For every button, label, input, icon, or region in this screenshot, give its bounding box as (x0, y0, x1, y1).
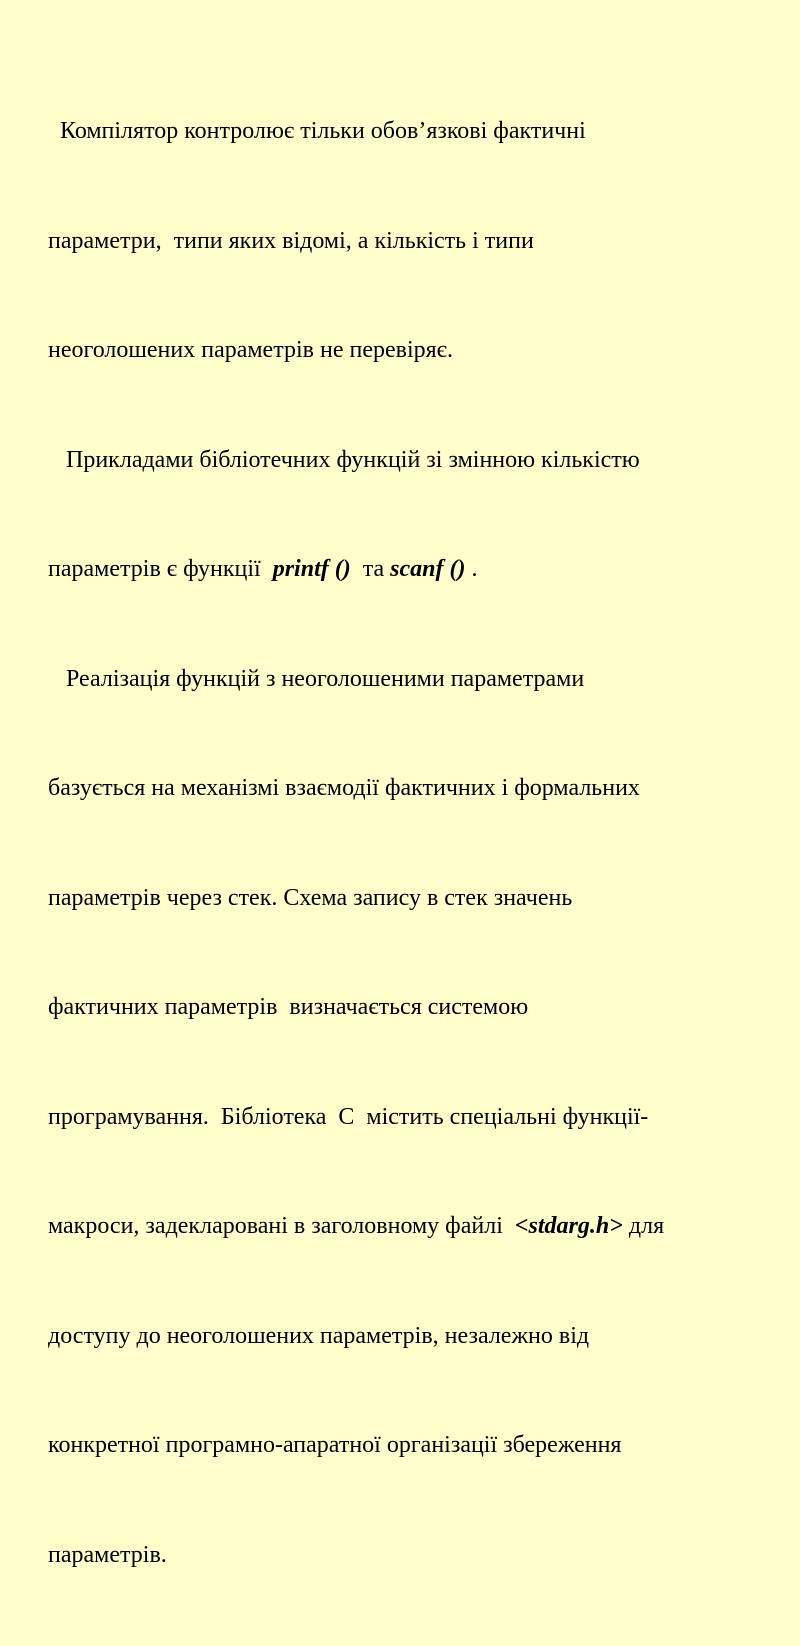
text-line-12: доступу до неоголошених параметрів, незалежно від (48, 1322, 590, 1349)
text-line-5: параметрів є функції printf () та scanf () . (48, 556, 478, 582)
text-line-1: Компілятор контролює тільки обов’язкові фактичні (48, 118, 586, 144)
text-line-10: програмування. Бібліотека С містить спеціальні функції- (48, 1103, 649, 1130)
slide-body-text (48, 40, 788, 1646)
text-line-2: параметри, типи яких відомі, а кількість і типи (48, 227, 534, 254)
stdarg-header-name: <stdarg.h> (514, 1213, 623, 1239)
printf-function-name: printf () (272, 556, 351, 582)
scanf-function-name: scanf () (390, 556, 466, 582)
text-line-6: Реалізація функцій з неоголошеними параметрами (48, 665, 585, 692)
text-line-11: макроси, задекларовані в заголовному файлі <stdarg.h> для (48, 1213, 665, 1239)
text-line-3: неоголошених параметрів не перевіряє. (48, 337, 453, 363)
text-line-4: Прикладами бібліотечних функцій зі змінною кількістю (48, 446, 640, 473)
text-line-8: параметрів через стек. Схема запису в стек значень (48, 884, 573, 911)
text-line-14: параметрів. (48, 1541, 167, 1568)
text-line-13: конкретної програмно-апаратної організації збереження (48, 1432, 622, 1458)
text-line-7: базується на механізмі взаємодії фактичних і формальних (48, 775, 640, 801)
text-line-9: фактичних параметрів визначається системою (48, 994, 529, 1020)
